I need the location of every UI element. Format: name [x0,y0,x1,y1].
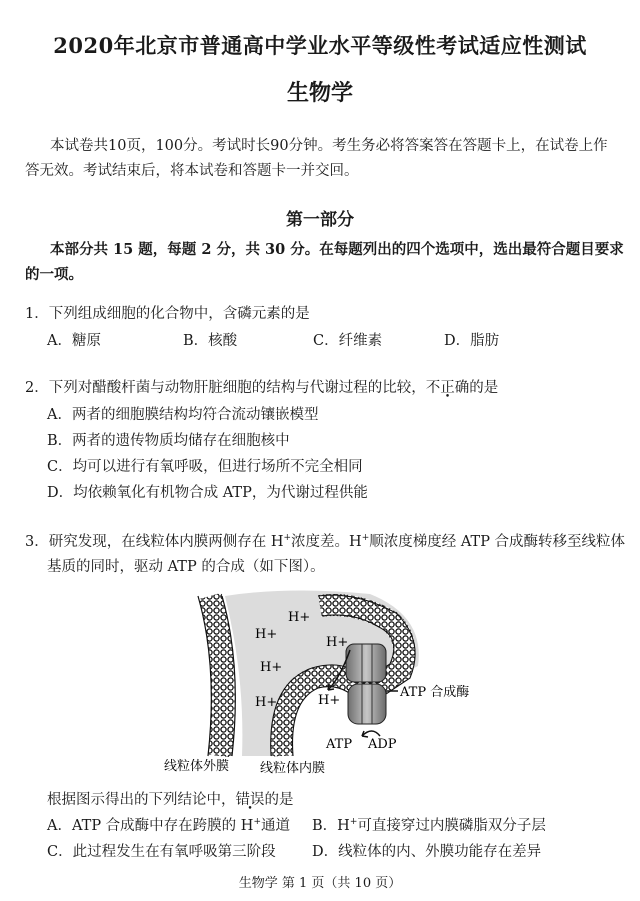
h-plus-label: H+ [255,627,278,642]
h-plus-label: H+ [326,635,349,650]
intro-line-2: 答无效。考试结束后，将本试卷和答题卡一并交回。 [25,163,359,179]
question-2-option-d: D．均依赖氧化有机物合成 ATP，为代谢过程供能 [47,485,368,501]
atp-synthase-label: ATP 合成酶 [400,685,470,700]
question-3-line-1-b: 浓度差。H [291,534,362,550]
part-instruction-line-2: 的一项。 [25,266,83,283]
subject-title: 生物学 [286,80,353,106]
question-3-line-1 [25,530,625,551]
question-2-option-b: B．两者的遗传物质均储存在细胞核中 [47,433,290,449]
question-3-option-a-text: A．ATP 合成酶中存在跨膜的 H [47,818,254,834]
mitochondria-figure [150,586,490,781]
exam-title: 2020年北京市普通高中学业水平等级性考试适应性测试 [53,33,587,58]
question-3-option-b [312,814,546,835]
h-plus-label: H+ [288,610,311,625]
superscript-plus: + [253,817,261,828]
page-footer: 生物学 第 1 页（共 10 页） [238,876,402,891]
intro-line-1: 本试卷共10页，100分。考试时长90分钟。考生务必将答案答在答题卡上，在试卷上作 [50,138,608,154]
question-1-option-a: A．糖原 [47,333,101,349]
question-3-option-a [47,814,290,835]
question-2-stem [25,376,498,397]
question-3-option-a-text-end: 通道 [261,818,290,834]
question-2-option-c: C．均可以进行有氧呼吸，但进行场所不完全相同 [47,459,363,475]
superscript-plus: + [283,533,292,544]
h-plus-label: H+ [255,695,278,710]
question-3-option-c: C．此过程发生在有氧呼吸第三阶段 [47,844,276,860]
atp-label: ATP [326,737,353,752]
question-3-prompt-suffix: 的是 [264,792,294,808]
question-3-option-b-text: B．H [312,818,350,834]
inner-membrane-label: 线粒体内膜 [260,761,326,776]
question-2-stem-emphasis: 不正确 [425,380,470,396]
outer-membrane-shape [198,596,235,756]
question-1-option-c: C．纤维素 [313,333,383,349]
question-2-option-a: A．两者的细胞膜结构均符合流动镶嵌模型 [47,407,319,423]
question-3-prompt-emphasis: 错误 [235,792,265,808]
question-1-option-b: B．核酸 [183,333,238,349]
question-3-prompt-prefix: 根据图示得出的下列结论中， [47,792,236,808]
superscript-plus: + [361,533,370,544]
question-3-line-2: 基质的同时，驱动 ATP 的合成（如下图）。 [47,559,325,575]
h-plus-label: H+ [260,660,283,675]
question-2-stem-prefix: 2．下列对醋酸杆菌与动物肝脏细胞的结构与代谢过程的比较， [25,380,426,396]
question-3-line-1-c: 顺浓度梯度经 ATP 合成酶转移至线粒体 [369,534,626,550]
adp-label: ADP [368,737,397,752]
question-3-line-1-a: 3．研究发现，在线粒体内膜两侧存在 H [25,534,284,550]
outer-membrane-label: 线粒体外膜 [164,759,230,774]
part-instruction-line-1: 本部分共 15 题，每题 2 分，共 30 分。在每题列出的四个选项中，选出最符合题目要求 [50,241,624,258]
question-3-prompt [47,788,294,809]
question-3-option-d: D．线粒体的内、外膜功能存在差异 [312,844,542,860]
question-3-option-b-text-end: 可直接穿过内膜磷脂双分子层 [357,818,546,834]
part-heading: 第一部分 [286,210,354,230]
question-1-option-d: D．脂肪 [444,333,500,349]
h-plus-label: H+ [318,693,341,708]
superscript-plus: + [349,817,358,828]
question-2-stem-suffix: 的是 [469,380,499,396]
question-1-stem: 1．下列组成细胞的化合物中，含磷元素的是 [25,306,310,322]
